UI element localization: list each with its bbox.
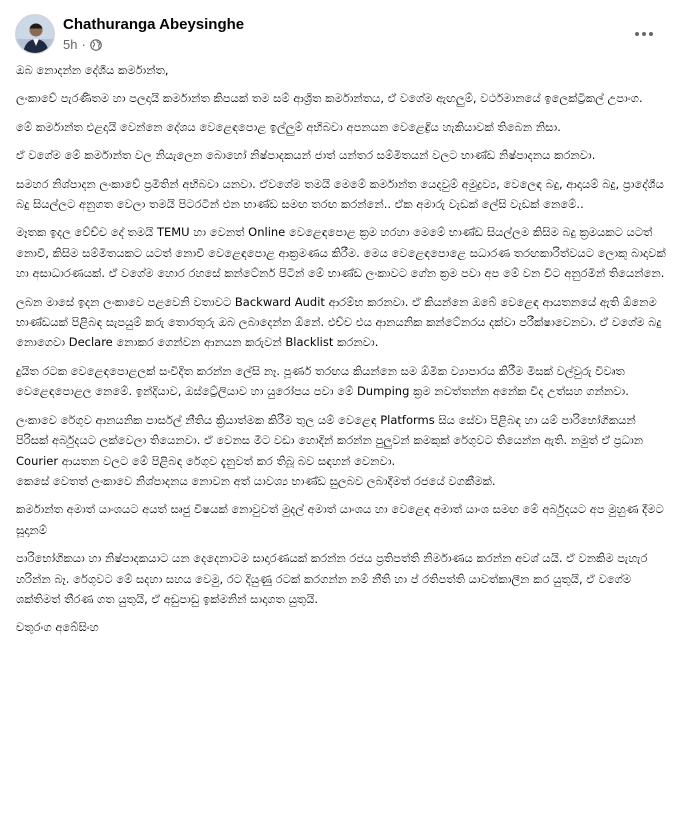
post-header — [12, 0, 674, 60]
post-paragraph: මේ කර්මාන්ත එළදායි වෙන්නෙ දේශය වෙළෙඳපොළ ඉල්ලුම් අභිබවා අපනයන වෙළෙඳ්‍රිය හැකියාවක් තිබෙන නිසා. — [16, 119, 561, 134]
more-options-icon — [642, 32, 646, 36]
more-options-button[interactable] — [630, 20, 658, 48]
post-paragraph: ලංකාවෙ රේගුව ආනයනික පාර්සල් නීතිය ක්‍රියාත්මක කිරීම තුල යම් වෙළෙඳ Platforms සිය සේවා පිළිබඳ හා යම් පාරිභෝගිකයන් පිරිසක් අර්බුදයට ලක්වෙලා තියෙනවා. ඒ වෙනස මීට වඩා හොදින් කරන්න පුලුවන් කමකුක් රේගුවට තියෙන්න ඇති. නමුත් ඒ ප්‍රධාන Courier ආයතන වලට මේ පිළිබඳ රේගුව දැනුවත් කර තිබූ බව සඳහන් වෙනවා. කෙසේ වෙතත් ලංකාවෙ නිශ්පාදනය නොවන අත් යාවශ්‍ය භාණ්ඩ සුලබව ලබාදීමත් රජයේ වගකීමක්. — [16, 412, 644, 488]
author-name[interactable]: Chathuranga Abeysinghe — [63, 16, 245, 33]
meta-separator: · — [81, 37, 86, 52]
post-header-text — [63, 14, 244, 54]
post-paragraph: චතුරංග අබේසිංහ — [16, 620, 99, 635]
post-paragraph: ඔබ නොදන්න දේශීය කර්මාන්ත, — [16, 63, 169, 77]
post-paragraph: සමහර නිශ්පාදන ලංකාවේ ප්‍රමිතින් අභිබවා යනවා. ඒවගේම තමයි මෙමේ කර්මාන්ත යෙදවුම් අමුද්‍රව්‍ය, වෙලෙඳ බදු, ආදායම් බදු, ප්‍රාදේශීය බදු සියල්ලට අනුගත වෙලා තමයි පිටරටින් එන භාණ්ඩ සමඟ තරඟ කරන්නේ.. ඒක අමාරු වැඩක් ලේසි වැඩක් නෙමේ.. — [16, 176, 664, 212]
avatar[interactable] — [15, 14, 55, 54]
post-paragraph: ලබන මාසේ ඉදන ලංකාවෙ පළවෙනි වතාවට Backward Audit ආරම්භ කරනවා. ඒ කියන්නෙ ඔබේ වෙළෙඳ ආයතනයේ ඇති ඕනෙම භාණ්ඩයක් පිළිබඳ සැපයුම් කරු තොරතුරු ඔබ ලබාදෙන්න ඕනේ. එච්ච එය ආනයනික කන්ටේනරය දක්වා පරීක්ෂාවෙනවා. ඒ වගේම බදු නොගෙවා Declare නොකර ගෙන්වන ආනයන කරුවන් Blacklist කරනවා. — [16, 294, 662, 350]
post-body — [12, 60, 674, 638]
post-paragraph: දුයිත රටක වෙළෙඳපොළලක් සංවිදිත කරන්න ලේසි නෑ. පූර්ණ තරඟය කියන්නෙ සම ඕමික ව්‍යාපාරය කිරීම මිසක් වල්වුරු විවෘත වෙළෙඳපොළල නෙමේ. ඉන්දියාව, ඔස්ට්‍රේලියාව හා යුරෝපය පවා මේ Dumping ක්‍රම නවත්තන්න අනේක විද උත්සහ ගන්නවා. — [16, 363, 629, 399]
profile-photo-icon — [16, 15, 55, 54]
post-paragraph: මෑතක ඉදල වේච්ච දේ තමයි TEMU හා වෙනත් Online වෙළෙඳපොළ ක්‍රම හරහා මෙමේ භාණ්ඩ සියල්ලම කිසිම බදු ක්‍රමයකට යටත් නොවී, කිසිම සම්මිතයකට යටත් නොවී වෙළෙඳපොළ ආක්‍රමණය කිරීම. මෙය වෙළෙඳපොළෙ සධාරණ තරඟකාරිත්වයට ලොකු බාදාවක් හා අසාධාරණයක්. ඒ වගේම හොර රහසේ කන්ටේනර් පිටින් මේ භාණ්ඩ ලංකාවට ගේන ක්‍රම පවා අප මේ වන විට අනුරමින් තියෙන්නෙ. — [16, 225, 666, 281]
post-paragraph: ලංකාවේ පැරණිතම හා පලදායි කර්මාන්ත කිපයක් තම සම් ආශ්‍රිත කර්මාන්තය, ඒ වගේම ඇඟලුම්, වර්ථමානයේ ඉලෙක්ට්‍රිකල් උපාංග. — [16, 91, 643, 106]
post-paragraph: පාරිභෝගිකයා හා නිෂ්පාදකයාට යන දෙදෙනාටම සාදාරණයක් කරන්න රජය ප්‍රතිපත්ති නිර්මාණය කරන්න අවශ් යයි. ඒ වනකිම පැහැර හරින්න බෑ. රේගුවට මේ සදහා සහය වෙමු, රට දියුණු රටක් කරගන්න නම් නීති හා ප් රතිපත්ති යාවත්කාලීන කර යුතුයි, ඒ වගේම ශක්තිමත් තීරණ ගත යුතුයි, ඒ අඩුපාඩු ඉක්මනින් සාදාගත යුතුයි. — [16, 551, 648, 606]
post-timestamp[interactable]: 5h — [63, 37, 78, 52]
post-paragraph: කර්මාන්ත අමාත් යාංශයට අයත් සෘජු විෂයක් නොවුවත් මුදල් අමාත් යාංශය හා වෙළෙඳ අමාත් යාංශ සමඟ මේ අර්බුදයට අප මුහුණ දීමට සූදානම් — [16, 502, 664, 537]
post-meta — [63, 36, 244, 54]
post-paragraph: ඒ වගේම මේ කර්මාන්ත වල නියැලෙන බොහෝ නිෂ්පාදකයන් ජාත් යන්තර සම්මිතයන් වලට භාණ්ඩ නිෂ්පාදනය කරනවා. — [16, 148, 596, 163]
more-options-icon — [635, 32, 639, 36]
more-options-icon — [649, 32, 653, 36]
globe-icon[interactable] — [90, 39, 102, 51]
